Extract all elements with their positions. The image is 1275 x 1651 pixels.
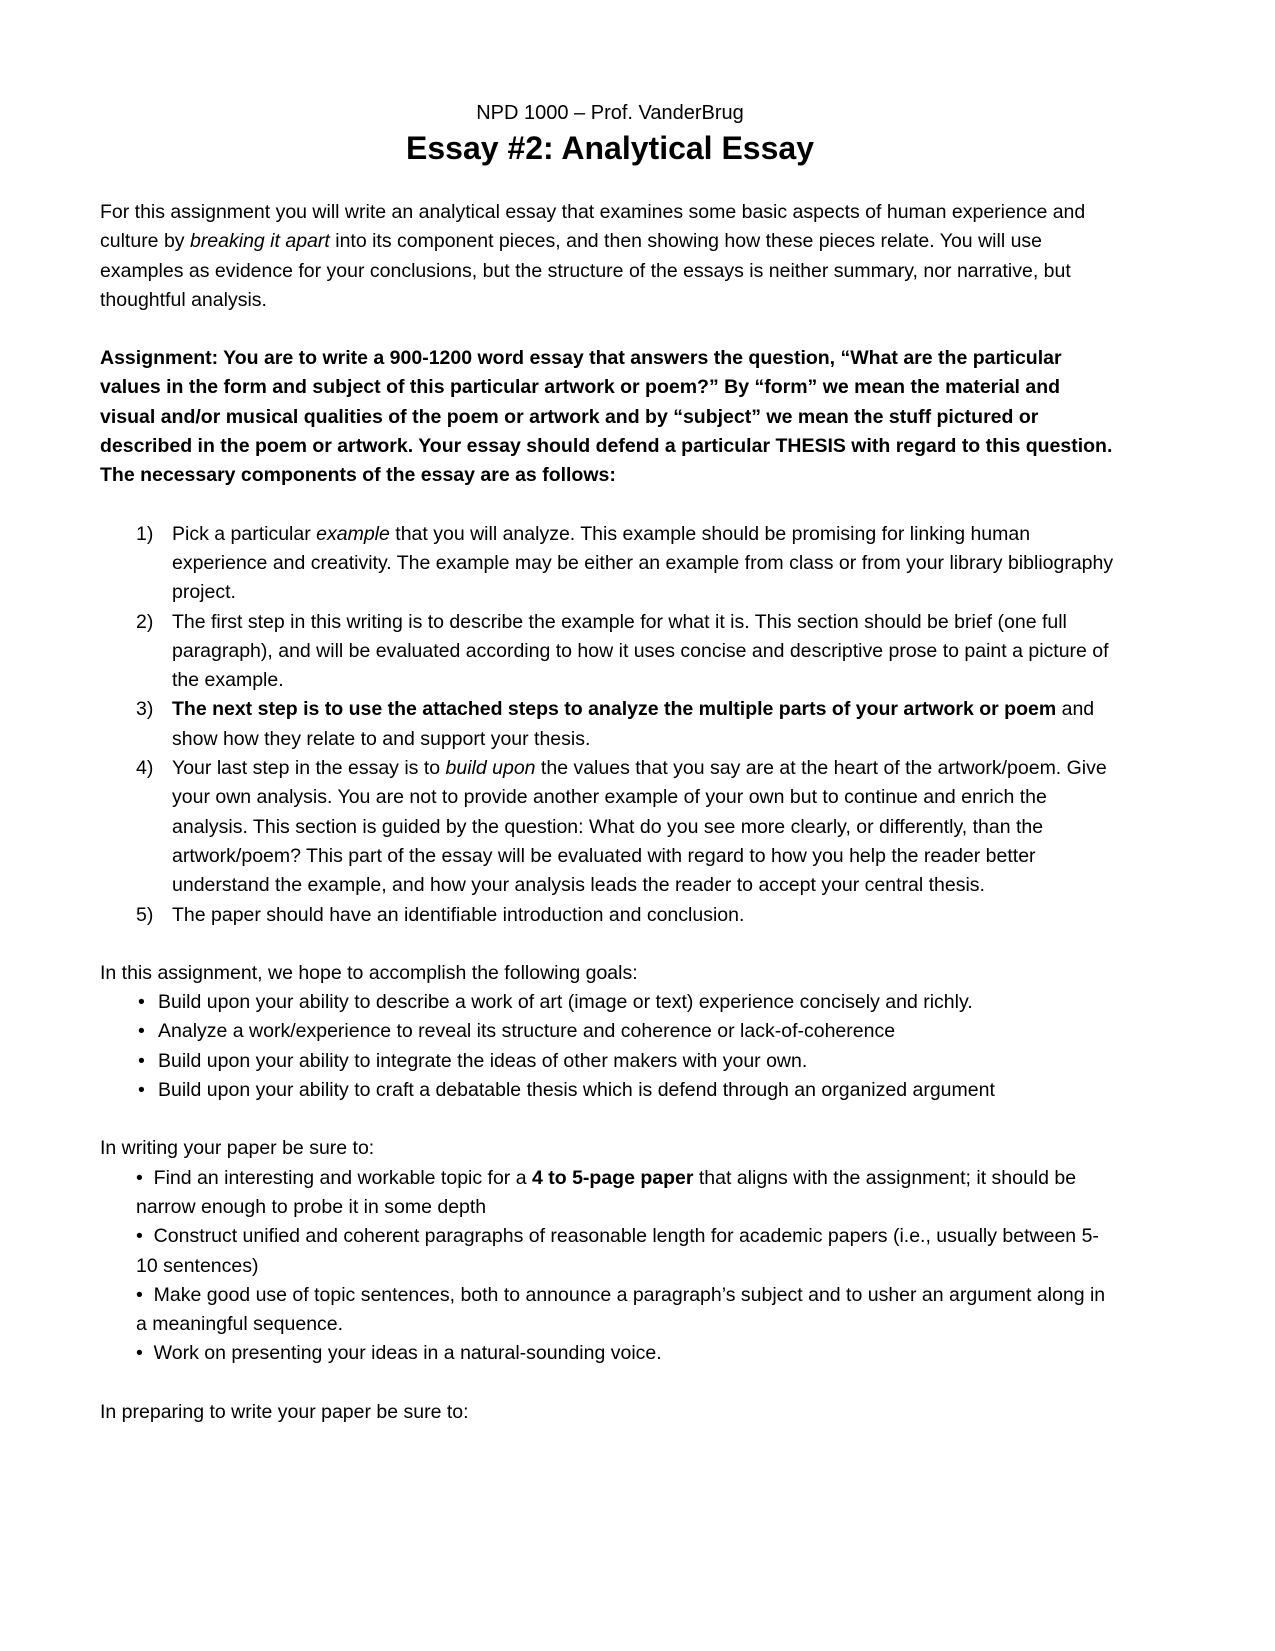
bullet-icon: •: [138, 1020, 145, 1043]
list-item: [100, 988, 1120, 1017]
list-item-text-end: and show how they relate to and support your thesis.: [172, 698, 1095, 750]
goals-lead: In this assignment, we hope to accomplish the following goals:: [100, 961, 638, 984]
list-item-emphasis: build upon: [445, 757, 536, 780]
list-number: 2): [136, 610, 154, 633]
writing-lead: In writing your paper be sure to:: [100, 1137, 375, 1160]
goal-text: Build upon your ability to craft a debatable thesis which is defend through an organized argument: [158, 1079, 995, 1102]
list-item: [100, 1076, 1120, 1105]
tip-text: Construct unified and coherent paragraphs of reasonable length for academic papers (i.e., usually between 5-10 sentences): [136, 1225, 1099, 1277]
list-item: [100, 1222, 1120, 1281]
bullet-icon: •: [136, 1166, 143, 1189]
intro-text-start: For this assignment you will write an analytical essay that examines some basic aspects of human experience and culture by: [100, 201, 1086, 253]
list-item-text: The paper should have an identifiable introduction and conclusion.: [172, 903, 745, 926]
list-number: 3): [136, 698, 154, 721]
list-item-text: The first step in this writing is to describe the example for what it is. This section should be brief (one full paragraph), and will be evaluated according to how it uses concise and descriptive prose to paint a picture of the example.: [172, 610, 1109, 692]
tip-text: Work on presenting your ideas in a natural-sounding voice.: [153, 1342, 662, 1365]
preparing-lead: In preparing to write your paper be sure to:: [100, 1400, 469, 1423]
list-number: 1): [136, 522, 154, 545]
bullet-icon: •: [136, 1283, 143, 1306]
list-item-emphasis: example: [316, 522, 390, 545]
list-item: [100, 608, 1120, 696]
intro-emphasis: breaking it apart: [189, 230, 330, 253]
intro-paragraph: [100, 198, 1120, 315]
list-item-text-end: the values that you say are at the heart of the artwork/poem. Give your own analysis. You are not to provide another example of your own but to continue and enrich the analysis. This section is guided by the question: What do you see more clearly, or differently, than the artwork/poem? This part of the essay will be evaluated with regard to how you help the reader better understand the example, and how your analysis leads the reader to accept your central thesis.: [172, 757, 1107, 897]
bullet-icon: •: [136, 1225, 143, 1248]
list-item: [100, 695, 1120, 754]
tip-text-start: Find an interesting and workable topic for a: [153, 1166, 532, 1189]
tip-text: Make good use of topic sentences, both to announce a paragraph’s subject and to usher an argument along in a meaningful sequence.: [136, 1283, 1106, 1336]
intro-text-end: into its component pieces, and then showing how these pieces relate. You will use examples as evidence for your conclusions, but the structure of the essays is neither summary, nor narrative, but thoughtful analysis.: [100, 230, 1071, 311]
list-item: [100, 1017, 1120, 1046]
bullet-icon: •: [138, 991, 145, 1014]
list-number: 5): [136, 903, 154, 926]
list-item-text-end: that you will analyze. This example should be promising for linking human experience and creativity. The example may be either an example from class or from your library bibliography project.: [172, 522, 1114, 604]
list-item-text-start: Your last step in the essay is to: [172, 757, 446, 780]
goal-text: Build upon your ability to describe a work of art (image or text) experience concisely and richly.: [158, 991, 973, 1014]
list-item-bold: The next step is to use the attached steps to analyze the multiple parts of your artwork or poem: [172, 698, 1057, 721]
tip-text-end: that aligns with the assignment; it should be narrow enough to probe it in some depth: [136, 1166, 1077, 1218]
tip-bold: 4 to 5-page paper: [531, 1166, 694, 1189]
list-item: [100, 1047, 1120, 1076]
goal-text: Build upon your ability to integrate the ideas of other makers with your own.: [158, 1049, 808, 1072]
assignment-paragraph: Assignment: You are to write a 900-1200 word essay that answers the question, “What are the particular values in the form and subject of this particular artwork or poem?” By “form” we mean the material and visual and/or musical qualities of the poem or artwork and by “subject” we mean the stuff pictured or described in the poem or artwork. Your essay should defend a particular THESIS with regard to this question. The necessary components of the essay are as follows:: [100, 347, 1113, 487]
goals-list: [100, 988, 1120, 1105]
page-title: Essay #2: Analytical Essay: [406, 130, 814, 166]
writing-tips-list: [100, 1164, 1120, 1369]
list-item: [100, 1339, 1120, 1368]
list-number: 4): [136, 757, 154, 780]
list-item: [100, 1281, 1120, 1340]
bullet-icon: •: [138, 1079, 145, 1102]
bullet-icon: •: [136, 1342, 143, 1365]
bullet-icon: •: [138, 1049, 145, 1072]
list-item: [100, 520, 1120, 608]
list-item: [100, 901, 1120, 930]
components-list: [100, 520, 1120, 930]
list-item: [100, 754, 1120, 900]
list-item: [100, 1164, 1120, 1223]
goal-text: Analyze a work/experience to reveal its structure and coherence or lack-of-coherence: [158, 1020, 896, 1043]
list-item-text-start: Pick a particular: [172, 522, 317, 545]
document-page: [100, 98, 1120, 1427]
course-line: NPD 1000 – Prof. VanderBrug: [476, 102, 744, 124]
